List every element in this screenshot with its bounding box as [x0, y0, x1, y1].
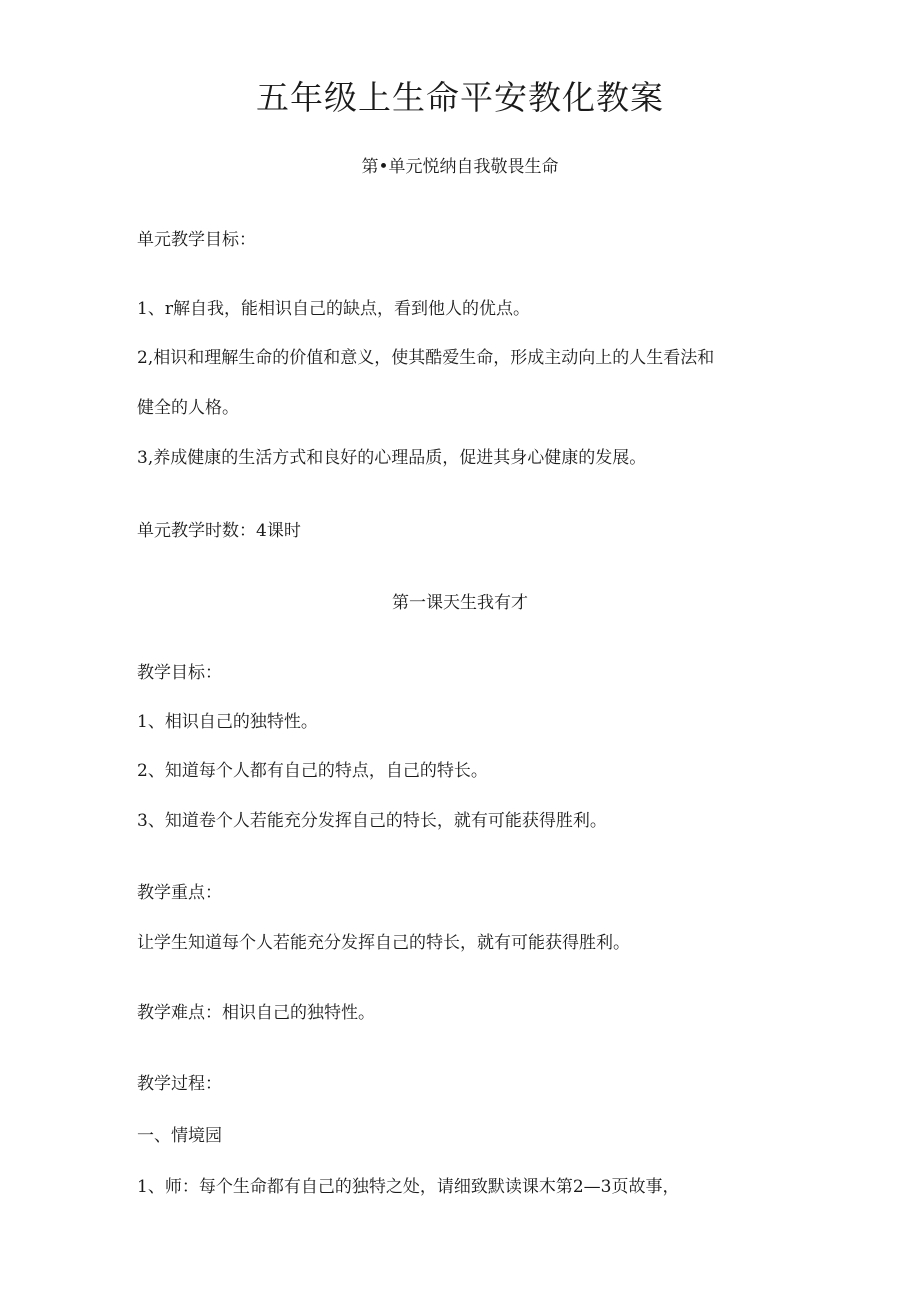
unit-hours: 单元教学时数：4课时 — [137, 521, 301, 541]
lesson-goal-3: 3、知道卷个人若能充分发挥自己的特长，就有可能获得胜利。 — [137, 811, 607, 831]
key-point-heading: 教学重点： — [137, 883, 222, 903]
process-heading: 教学过程： — [137, 1074, 222, 1094]
unit-goal-2-line-1: 2,相识和理解生命的价值和意义，使其酷爱生命，形成主动向上的人生看法和 — [137, 348, 715, 368]
difficulty-line: 教学难点：相识自己的独特性。 — [137, 1003, 375, 1023]
unit-goal-3: 3,养成健康的生活方式和良好的心理品质，促进其身心健康的发展。 — [137, 448, 647, 468]
lesson-goals-heading: 教学目标： — [137, 663, 222, 683]
section-one-heading: 一、情境园 — [137, 1126, 222, 1146]
unit-goal-1: 1、r解自我，能相识自己的缺点，看到他人的优点。 — [137, 299, 530, 319]
lesson-goal-2: 2、知道每个人都有自己的特点，自己的特长。 — [137, 761, 488, 781]
lesson-goal-1: 1、相识自己的独特性。 — [137, 712, 318, 732]
step-1: 1、师：每个生命都有自己的独特之处，请细致默读课木第2—3页故事， — [137, 1177, 680, 1197]
unit-title: 第•单元悦纳自我敬畏生命 — [361, 157, 559, 177]
key-point-text: 让学生知道每个人若能充分发挥自己的特长，就有可能获得胜利。 — [137, 933, 630, 953]
unit-goal-2-line-2: 健全的人格。 — [137, 398, 239, 418]
document-title: 五年级上生命平安教化教案 — [256, 78, 664, 117]
unit-goals-heading: 单元教学目标： — [137, 230, 256, 250]
lesson-title: 第一课天生我有才 — [392, 593, 528, 613]
